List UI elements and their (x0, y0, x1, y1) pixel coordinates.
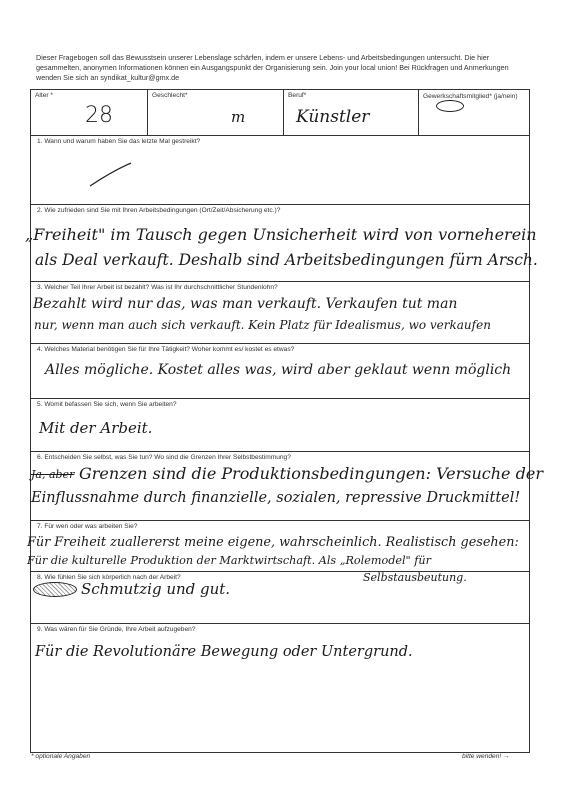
question-7-answer-line-2: Für die kulturelle Produktion der Marktwirtschaft. Als „Rolemodel" für (27, 554, 431, 567)
job-label: Beruf* (288, 92, 307, 99)
union-label: Gewerkschaftsmitglied* (ja/nein) (423, 93, 518, 100)
question-7[interactable] (27, 521, 529, 572)
intro-text: Dieser Fragebogen soll das Bewusstsein unserer Lebenslage schärfen, indem er unsere Lebens- und Arbeitsbedingungen untersucht. Die hier gesammelten, anonymen Informationen können ein Ausgangspunkt der Organisierung sein. Join your local union! Bei Rückfragen und Anmerkungen wenden Sie sich an syndikat_kultur@gmx.de (36, 53, 509, 83)
scribble-mark (33, 582, 77, 597)
question-7-label: 7. Für wen oder was arbeiten Sie? (37, 523, 138, 530)
union-cell[interactable] (419, 90, 529, 135)
question-2-answer-line-1: „Freiheit" im Tausch gegen Unsicherheit wird von vorneherein (25, 225, 537, 244)
optional-note: * optionale Angaben (31, 753, 91, 760)
question-8[interactable] (31, 572, 529, 624)
question-9-label: 9. Was wären für Sie Gründe, Ihre Arbeit aufzugeben? (37, 626, 196, 633)
question-9-answer-line-1: Für die Revolutionäre Bewegung oder Untergrund. (35, 644, 413, 660)
question-4-answer-line-1: Alles mögliche. Kostet alles was, wird aber geklaut wenn möglich (45, 362, 512, 378)
question-5[interactable] (31, 399, 529, 452)
question-3-answer-line-1: Bezahlt wird nur das, was man verkauft. Verkaufen tut man (33, 296, 458, 312)
question-7-answer-line-3: Selbstausbeutung. (363, 571, 467, 584)
age-label: Alter * (35, 92, 53, 99)
question-1[interactable] (31, 136, 529, 205)
question-5-label: 5. Womit befassen Sie sich, wenn Sie arbeiten? (37, 401, 177, 408)
question-3[interactable] (31, 282, 529, 344)
gender-answer: m (231, 108, 246, 126)
union-circle-mark (436, 100, 464, 112)
gender-label: Geschlecht* (152, 92, 188, 99)
crossed-word: Ja, aber (31, 468, 75, 481)
gender-cell[interactable] (148, 90, 284, 135)
job-answer: Künstler (296, 107, 370, 127)
question-8-label: 8. Wie fühlen Sie sich körperlich nach der Arbeit? (37, 574, 181, 581)
question-7-answer-line-1: Für Freiheit zuallererst meine eigene, wahrscheinlich. Realistisch gesehen: (27, 535, 519, 550)
question-6-answer-line-2: Einflussnahme durch finanzielle, sozialen, repressive Druckmittel! (31, 490, 521, 506)
question-2[interactable] (25, 205, 538, 282)
question-4-label: 4. Welches Material benötigen Sie für Ihre Tätigkeit? Woher kommt es/ kostet es etwas? (37, 346, 295, 353)
question-5-answer-line-1: Mit der Arbeit. (39, 419, 153, 437)
dash-stroke-mark (87, 160, 137, 190)
question-6[interactable] (31, 452, 543, 521)
questionnaire-form (25, 89, 543, 753)
question-1-label: 1. Wann und warum haben Sie das letzte Mal gestreikt? (37, 138, 201, 145)
please-turn-note: bitte wenden! → (462, 753, 510, 760)
question-3-label: 3. Welcher Teil Ihrer Arbeit ist bezahlt? Was ist Ihr durchschnittlicher Stundenlohn? (37, 284, 278, 291)
question-4[interactable] (31, 344, 529, 399)
job-cell[interactable] (284, 90, 419, 135)
question-3-answer-line-2: nur, wenn man auch sich verkauft. Kein Platz für Idealismus, wo verkaufen (34, 318, 491, 332)
question-8-answer-line-1: Schmutzig und gut. (81, 580, 231, 598)
question-9[interactable] (31, 624, 529, 752)
question-6-answer-line-1: Grenzen sind die Produktionsbedingungen: Versuche der (79, 464, 543, 483)
question-2-answer-line-2: als Deal verkauft. Deshalb sind Arbeitsbedingungen fürn Arsch. (35, 251, 538, 269)
age-answer: 28 (85, 103, 113, 128)
header-row (31, 90, 529, 136)
question-2-label: 2. Wie zufrieden sind Sie mit Ihren Arbeitsbedingungen (Ort/Zeit/Absicherung etc.)? (37, 207, 281, 214)
age-cell[interactable] (31, 90, 148, 135)
question-6-label: 6. Entscheiden Sie selbst, was Sie tun? Wo sind die Grenzen Ihrer Selbstbestimmung? (37, 454, 291, 461)
